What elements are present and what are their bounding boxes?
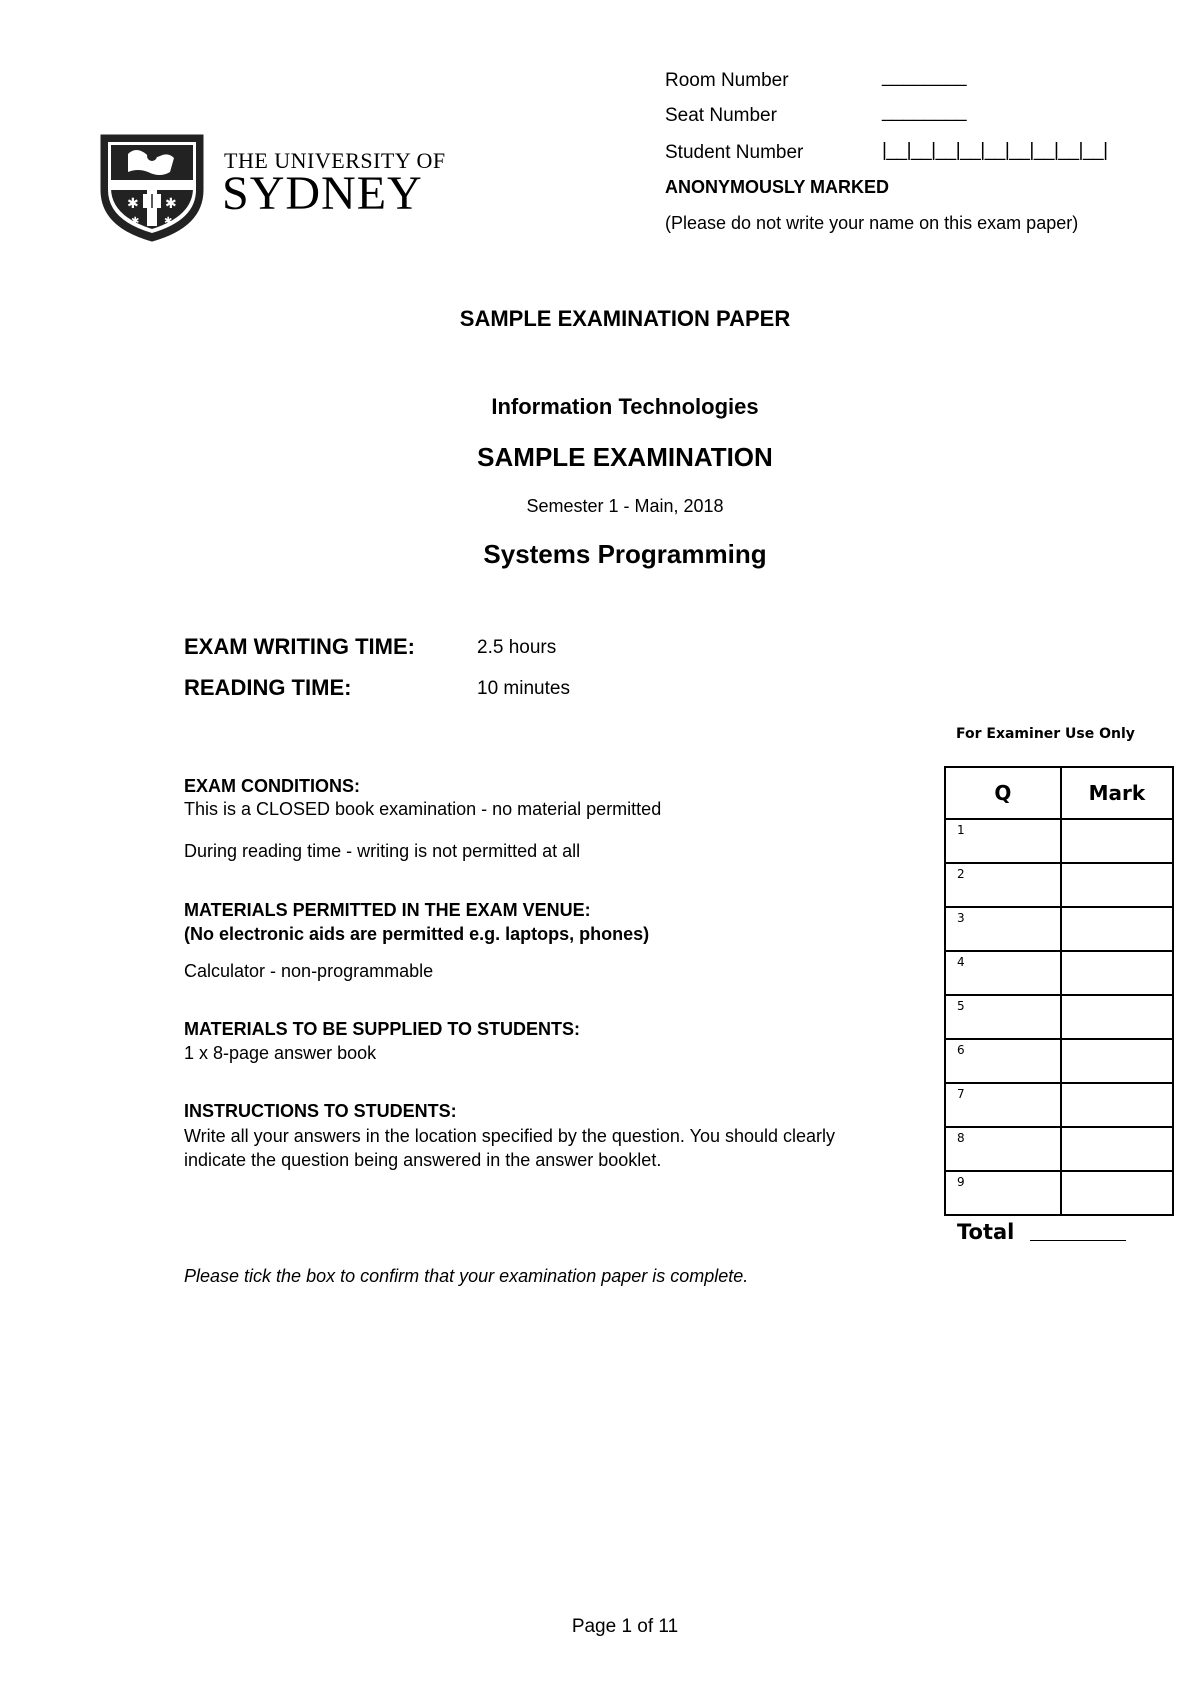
materials-permitted-heading: MATERIALS PERMITTED IN THE EXAM VENUE: (184, 900, 591, 920)
column-header-q: Q (945, 767, 1061, 819)
instructions-heading: INSTRUCTIONS TO STUDENTS: (184, 1101, 457, 1121)
seat-number-label: Seat Number (665, 105, 777, 126)
mark-cell[interactable] (1061, 1127, 1173, 1171)
svg-text:✱: ✱ (165, 196, 177, 212)
table-row (945, 1127, 1173, 1171)
question-number: 3 (945, 907, 1061, 951)
mark-cell[interactable] (1061, 819, 1173, 863)
table-row (945, 907, 1173, 951)
student-number-label: Student Number (665, 142, 804, 163)
page-number-footer: Page 1 of 11 (571, 1616, 679, 1637)
seat-number-field[interactable]: ________ (882, 101, 967, 122)
materials-permitted-line: Calculator - non-programmable (184, 961, 434, 981)
mark-cell[interactable] (1061, 995, 1173, 1039)
mark-cell[interactable] (1061, 907, 1173, 951)
reading-time-label: READING TIME: (184, 675, 352, 700)
svg-text:✱: ✱ (127, 196, 139, 212)
room-number-label: Room Number (665, 70, 789, 91)
question-number: 9 (945, 1171, 1061, 1215)
total-label: Total (957, 1220, 1015, 1244)
reading-time-value: 10 minutes (477, 678, 570, 699)
mark-cell[interactable] (1061, 951, 1173, 995)
table-row (945, 1171, 1173, 1215)
table-row (945, 819, 1173, 863)
examiner-use-caption: For Examiner Use Only (956, 726, 1135, 742)
table-row (945, 1083, 1173, 1127)
instructions-line1: Write all your answers in the location specified by the question. You should clearly (184, 1126, 836, 1146)
mark-cell[interactable] (1061, 863, 1173, 907)
question-number: 8 (945, 1127, 1061, 1171)
mark-cell[interactable] (1061, 1039, 1173, 1083)
question-number: 1 (945, 819, 1061, 863)
mark-cell[interactable] (1061, 1083, 1173, 1127)
svg-text:✱: ✱ (164, 216, 173, 227)
total-field[interactable] (1030, 1240, 1126, 1241)
writing-time-label: EXAM WRITING TIME: (184, 634, 415, 659)
university-crest-logo (98, 130, 206, 242)
exam-conditions-line2: During reading time - writing is not permitted at all (184, 841, 581, 861)
university-name-line1: THE UNIVERSITY OF (224, 148, 446, 173)
exam-heading: SAMPLE EXAMINATION (477, 442, 773, 472)
tick-confirmation-note: Please tick the box to confirm that your examination paper is complete. (184, 1266, 749, 1286)
mark-cell[interactable] (1061, 1171, 1173, 1215)
materials-supplied-heading: MATERIALS TO BE SUPPLIED TO STUDENTS: (184, 1019, 581, 1039)
room-number-field[interactable]: ________ (882, 66, 967, 87)
exam-conditions-heading: EXAM CONDITIONS: (184, 776, 361, 796)
table-row (945, 1039, 1173, 1083)
student-number-field[interactable]: |__|__|__|__|__|__|__|__|__| (882, 140, 1108, 161)
question-number: 2 (945, 863, 1061, 907)
sample-paper-heading: SAMPLE EXAMINATION PAPER (459, 306, 791, 331)
table-row (945, 863, 1173, 907)
question-number: 4 (945, 951, 1061, 995)
university-name-line2: SYDNEY (222, 167, 423, 220)
anonymously-marked-label: ANONYMOUSLY MARKED (665, 177, 890, 197)
examiner-marks-table (944, 766, 1174, 1216)
materials-supplied-line: 1 x 8-page answer book (184, 1043, 377, 1063)
writing-time-value: 2.5 hours (477, 637, 557, 658)
question-number: 7 (945, 1083, 1061, 1127)
materials-permitted-subheading: (No electronic aids are permitted e.g. laptops, phones) (184, 924, 650, 944)
semester-line: Semester 1 - Main, 2018 (526, 496, 724, 516)
question-number: 5 (945, 995, 1061, 1039)
column-header-mark: Mark (1061, 767, 1173, 819)
exam-conditions-line1: This is a CLOSED book examination - no material permitted (184, 799, 662, 819)
unit-title: Systems Programming (483, 539, 767, 569)
faculty-heading: Information Technologies (491, 394, 759, 419)
table-row (945, 995, 1173, 1039)
question-number: 6 (945, 1039, 1061, 1083)
anonymous-note: (Please do not write your name on this exam paper) (665, 213, 1079, 233)
instructions-line2: indicate the question being answered in the answer booklet. (184, 1150, 662, 1170)
svg-text:✱: ✱ (131, 216, 140, 227)
table-row (945, 951, 1173, 995)
